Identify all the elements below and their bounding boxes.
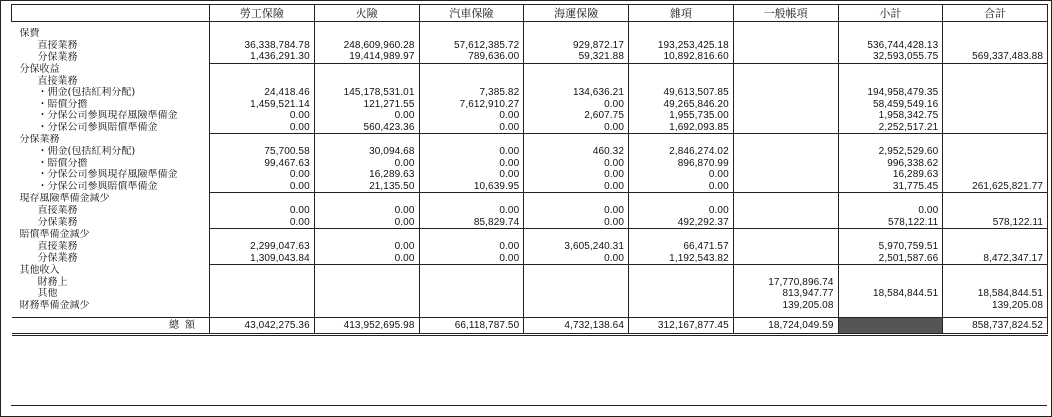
row-label: 賠償準備金減少	[12, 229, 210, 241]
value-cell: 1,436,291.30	[210, 51, 315, 63]
row-label: ・分保公司參與現存風險準備金	[12, 110, 210, 122]
value-cell	[943, 40, 1048, 52]
value-cell	[210, 288, 315, 300]
value-cell	[419, 276, 524, 288]
column-header: 海運保險	[524, 5, 629, 22]
value-cell: 0.00	[419, 158, 524, 170]
value-cell: 16,289.63	[838, 169, 943, 181]
value-cell: 0.00	[314, 110, 419, 122]
value-cell	[838, 134, 943, 146]
value-cell	[629, 229, 734, 241]
value-cell	[943, 158, 1048, 170]
value-cell	[629, 75, 734, 87]
value-cell	[629, 134, 734, 146]
value-cell	[838, 264, 943, 276]
value-cell: 16,289.63	[314, 169, 419, 181]
value-cell	[838, 300, 943, 312]
row-label: 分保業務	[12, 252, 210, 264]
value-cell	[419, 63, 524, 75]
value-cell: 0.00	[524, 99, 629, 111]
column-header: 汽車保險	[419, 5, 524, 22]
value-cell: 0.00	[210, 169, 315, 181]
table-row	[12, 63, 1048, 75]
value-cell: 30,094.68	[314, 146, 419, 158]
row-label: 分保業務	[12, 134, 210, 146]
value-cell: 32,593,055.75	[838, 51, 943, 63]
row-label: 其他	[12, 288, 210, 300]
value-cell	[733, 40, 838, 52]
value-cell	[419, 229, 524, 241]
value-cell: 8,472,347.17	[943, 252, 1048, 264]
value-cell: 0.00	[524, 217, 629, 229]
value-cell	[943, 241, 1048, 253]
value-cell	[733, 87, 838, 99]
value-cell	[943, 28, 1048, 40]
table-row	[12, 99, 1048, 111]
table-row	[12, 87, 1048, 99]
value-cell: 0.00	[210, 181, 315, 193]
value-cell: 24,418.46	[210, 87, 315, 99]
row-label: ・佣金(包括紅利分配)	[12, 146, 210, 158]
value-cell	[629, 264, 734, 276]
total-label: 總額	[12, 318, 210, 335]
value-cell: 0.00	[524, 169, 629, 181]
income-ledger-table	[11, 4, 1048, 336]
value-cell	[314, 193, 419, 205]
row-label: 其他收入	[12, 264, 210, 276]
row-label: ・分保公司參與賠償準備金	[12, 181, 210, 193]
value-cell: 0.00	[210, 110, 315, 122]
total-row	[12, 318, 1048, 335]
value-cell: 2,501,587.66	[838, 252, 943, 264]
value-cell	[733, 252, 838, 264]
value-cell: 36,338,784.78	[210, 40, 315, 52]
table-row	[12, 158, 1048, 170]
table-row	[12, 40, 1048, 52]
value-cell	[733, 146, 838, 158]
value-cell	[733, 229, 838, 241]
value-cell: 134,636.21	[524, 87, 629, 99]
value-cell: 578,122.11	[838, 217, 943, 229]
value-cell: 0.00	[210, 205, 315, 217]
column-header: 一般帳項	[733, 5, 838, 22]
value-cell	[629, 276, 734, 288]
value-cell: 929,872.17	[524, 40, 629, 52]
column-header: 火險	[314, 5, 419, 22]
value-cell: 0.00	[314, 217, 419, 229]
row-label: 現存風險準備金減少	[12, 193, 210, 205]
bottom-rule	[11, 405, 1047, 406]
value-cell	[838, 28, 943, 40]
value-cell	[838, 276, 943, 288]
table-row	[12, 241, 1048, 253]
value-cell	[314, 300, 419, 312]
value-cell: 569,337,483.88	[943, 51, 1048, 63]
column-header: 合計	[943, 5, 1048, 22]
value-cell: 0.00	[419, 252, 524, 264]
value-cell	[419, 134, 524, 146]
value-cell	[733, 110, 838, 122]
value-cell	[314, 229, 419, 241]
table-row	[12, 205, 1048, 217]
value-cell	[210, 300, 315, 312]
value-cell: 10,892,816.60	[629, 51, 734, 63]
value-cell: 460.32	[524, 146, 629, 158]
value-cell: 492,292.37	[629, 217, 734, 229]
value-cell	[419, 300, 524, 312]
value-cell: 0.00	[419, 146, 524, 158]
value-cell	[210, 134, 315, 146]
value-cell: 0.00	[524, 158, 629, 170]
value-cell	[733, 158, 838, 170]
value-cell: 0.00	[524, 122, 629, 134]
table-row	[12, 146, 1048, 158]
column-header: 小計	[838, 5, 943, 22]
column-header: 雜項	[629, 5, 734, 22]
value-cell: 0.00	[629, 169, 734, 181]
value-cell	[733, 28, 838, 40]
value-cell: 19,414,989.97	[314, 51, 419, 63]
value-cell	[524, 63, 629, 75]
value-cell	[314, 63, 419, 75]
value-cell: 18,584,844.51	[838, 288, 943, 300]
row-label: 分保收益	[12, 63, 210, 75]
value-cell	[838, 229, 943, 241]
value-cell: 193,253,425.18	[629, 40, 734, 52]
total-value-cell: 43,042,275.36	[210, 318, 315, 335]
table-row	[12, 300, 1048, 312]
total-value-cell: 66,118,787.50	[419, 318, 524, 335]
value-cell	[524, 28, 629, 40]
value-cell	[733, 241, 838, 253]
value-cell	[419, 288, 524, 300]
value-cell	[733, 99, 838, 111]
value-cell	[838, 193, 943, 205]
row-label: 直接業務	[12, 241, 210, 253]
value-cell	[943, 63, 1048, 75]
table-row	[12, 217, 1048, 229]
value-cell: 59,321.88	[524, 51, 629, 63]
value-cell	[314, 134, 419, 146]
value-cell	[733, 51, 838, 63]
table-row	[12, 181, 1048, 193]
total-value-cell: 18,724,049.59	[733, 318, 838, 335]
total-value-cell: 312,167,877.45	[629, 318, 734, 335]
value-cell: 2,846,274.02	[629, 146, 734, 158]
value-cell	[943, 193, 1048, 205]
value-cell: 0.00	[419, 169, 524, 181]
value-cell	[733, 63, 838, 75]
value-cell: 2,952,529.60	[838, 146, 943, 158]
row-label: 直接業務	[12, 40, 210, 52]
redacted-total-cell	[838, 318, 943, 335]
value-cell	[524, 193, 629, 205]
value-cell: 85,829.74	[419, 217, 524, 229]
value-cell: 0.00	[419, 205, 524, 217]
value-cell: 31,775.45	[838, 181, 943, 193]
value-cell	[419, 75, 524, 87]
value-cell	[210, 63, 315, 75]
value-cell: 99,467.63	[210, 158, 315, 170]
value-cell: 194,958,479.35	[838, 87, 943, 99]
value-cell	[943, 169, 1048, 181]
value-cell	[524, 229, 629, 241]
value-cell	[210, 28, 315, 40]
value-cell: 7,612,910.27	[419, 99, 524, 111]
row-label: ・分保公司參與賠償準備金	[12, 122, 210, 134]
row-label: ・賠償分擔	[12, 158, 210, 170]
value-cell	[629, 63, 734, 75]
row-label: 分保業務	[12, 51, 210, 63]
value-cell: 2,607.75	[524, 110, 629, 122]
value-cell	[733, 75, 838, 87]
value-cell: 0.00	[210, 122, 315, 134]
value-cell: 536,744,428.13	[838, 40, 943, 52]
value-cell: 0.00	[210, 217, 315, 229]
value-cell	[943, 229, 1048, 241]
value-cell: 145,178,531.01	[314, 87, 419, 99]
value-cell: 0.00	[314, 158, 419, 170]
value-cell	[733, 181, 838, 193]
table-row	[12, 252, 1048, 264]
row-label: 直接業務	[12, 205, 210, 217]
table-row	[12, 134, 1048, 146]
value-cell: 1,692,093.85	[629, 122, 734, 134]
value-cell	[733, 205, 838, 217]
value-cell	[524, 300, 629, 312]
value-cell	[629, 28, 734, 40]
header-row	[12, 5, 1048, 22]
table-row	[12, 122, 1048, 134]
value-cell: 49,265,846.20	[629, 99, 734, 111]
value-cell: 5,970,759.51	[838, 241, 943, 253]
value-cell: 0.00	[629, 205, 734, 217]
value-cell	[943, 75, 1048, 87]
value-cell: 57,612,385.72	[419, 40, 524, 52]
value-cell	[733, 264, 838, 276]
value-cell	[943, 146, 1048, 158]
value-cell: 578,122.11	[943, 217, 1048, 229]
value-cell: 1,309,043.84	[210, 252, 315, 264]
value-cell	[733, 122, 838, 134]
value-cell	[524, 134, 629, 146]
value-cell: 0.00	[314, 252, 419, 264]
value-cell	[524, 264, 629, 276]
value-cell: 58,459,549.16	[838, 99, 943, 111]
value-cell	[629, 300, 734, 312]
value-cell: 0.00	[314, 205, 419, 217]
value-cell: 248,609,960.28	[314, 40, 419, 52]
value-cell	[838, 75, 943, 87]
value-cell: 17,770,896.74	[733, 276, 838, 288]
value-cell	[210, 229, 315, 241]
value-cell	[210, 193, 315, 205]
value-cell: 3,605,240.31	[524, 241, 629, 253]
row-label: 分保業務	[12, 217, 210, 229]
value-cell: 813,947.77	[733, 288, 838, 300]
value-cell: 1,459,521.14	[210, 99, 315, 111]
table-row	[12, 75, 1048, 87]
value-cell: 66,471.57	[629, 241, 734, 253]
value-cell	[733, 217, 838, 229]
value-cell: 789,636.00	[419, 51, 524, 63]
value-cell: 49,613,507.85	[629, 87, 734, 99]
value-cell	[629, 288, 734, 300]
value-cell	[314, 288, 419, 300]
value-cell: 7,385.82	[419, 87, 524, 99]
value-cell: 996,338.62	[838, 158, 943, 170]
row-label: 財務上	[12, 276, 210, 288]
table-row	[12, 264, 1048, 276]
value-cell	[943, 205, 1048, 217]
total-value-cell: 858,737,824.52	[943, 318, 1048, 335]
value-cell	[314, 75, 419, 87]
value-cell	[943, 276, 1048, 288]
value-cell	[943, 264, 1048, 276]
table-row	[12, 51, 1048, 63]
value-cell: 2,299,047.63	[210, 241, 315, 253]
value-cell	[524, 75, 629, 87]
table-row	[12, 28, 1048, 40]
value-cell	[210, 264, 315, 276]
value-cell	[210, 75, 315, 87]
table-row	[12, 288, 1048, 300]
value-cell	[943, 87, 1048, 99]
value-cell	[943, 122, 1048, 134]
value-cell: 0.00	[524, 181, 629, 193]
value-cell: 18,584,844.51	[943, 288, 1048, 300]
value-cell	[524, 288, 629, 300]
value-cell	[419, 28, 524, 40]
column-header: 勞工保險	[210, 5, 315, 22]
table-row	[12, 276, 1048, 288]
value-cell: 261,625,821.77	[943, 181, 1048, 193]
value-cell: 1,192,543.82	[629, 252, 734, 264]
value-cell: 896,870.99	[629, 158, 734, 170]
value-cell	[943, 99, 1048, 111]
value-cell: 139,205.08	[733, 300, 838, 312]
value-cell: 139,205.08	[943, 300, 1048, 312]
value-cell: 0.00	[314, 241, 419, 253]
value-cell: 0.00	[419, 110, 524, 122]
header-label-col	[12, 5, 210, 22]
row-label: 保費	[12, 28, 210, 40]
value-cell: 0.00	[419, 122, 524, 134]
row-label: 財務準備金減少	[12, 300, 210, 312]
total-value-cell: 4,732,138.64	[524, 318, 629, 335]
value-cell	[733, 169, 838, 181]
value-cell: 0.00	[524, 205, 629, 217]
value-cell: 1,958,342.75	[838, 110, 943, 122]
value-cell: 0.00	[838, 205, 943, 217]
row-label: ・分保公司參與現存風險準備金	[12, 169, 210, 181]
value-cell	[314, 276, 419, 288]
value-cell	[210, 276, 315, 288]
value-cell	[943, 110, 1048, 122]
row-label: 直接業務	[12, 75, 210, 87]
table-row	[12, 229, 1048, 241]
table-row	[12, 169, 1048, 181]
value-cell	[419, 264, 524, 276]
value-cell: 0.00	[524, 252, 629, 264]
row-label: ・賠償分擔	[12, 99, 210, 111]
value-cell	[943, 134, 1048, 146]
row-label: ・佣金(包括紅利分配)	[12, 87, 210, 99]
value-cell	[314, 28, 419, 40]
value-cell: 121,271.55	[314, 99, 419, 111]
value-cell: 1,955,735.00	[629, 110, 734, 122]
value-cell	[314, 264, 419, 276]
value-cell	[733, 134, 838, 146]
value-cell: 75,700.58	[210, 146, 315, 158]
value-cell: 2,252,517.21	[838, 122, 943, 134]
value-cell	[838, 63, 943, 75]
value-cell: 21,135.50	[314, 181, 419, 193]
value-cell: 0.00	[629, 181, 734, 193]
table-row	[12, 193, 1048, 205]
table-row	[12, 110, 1048, 122]
value-cell	[524, 276, 629, 288]
value-cell: 560,423.36	[314, 122, 419, 134]
total-value-cell: 413,952,695.98	[314, 318, 419, 335]
value-cell	[419, 193, 524, 205]
value-cell	[733, 193, 838, 205]
value-cell: 0.00	[419, 241, 524, 253]
value-cell	[629, 193, 734, 205]
value-cell: 10,639.95	[419, 181, 524, 193]
